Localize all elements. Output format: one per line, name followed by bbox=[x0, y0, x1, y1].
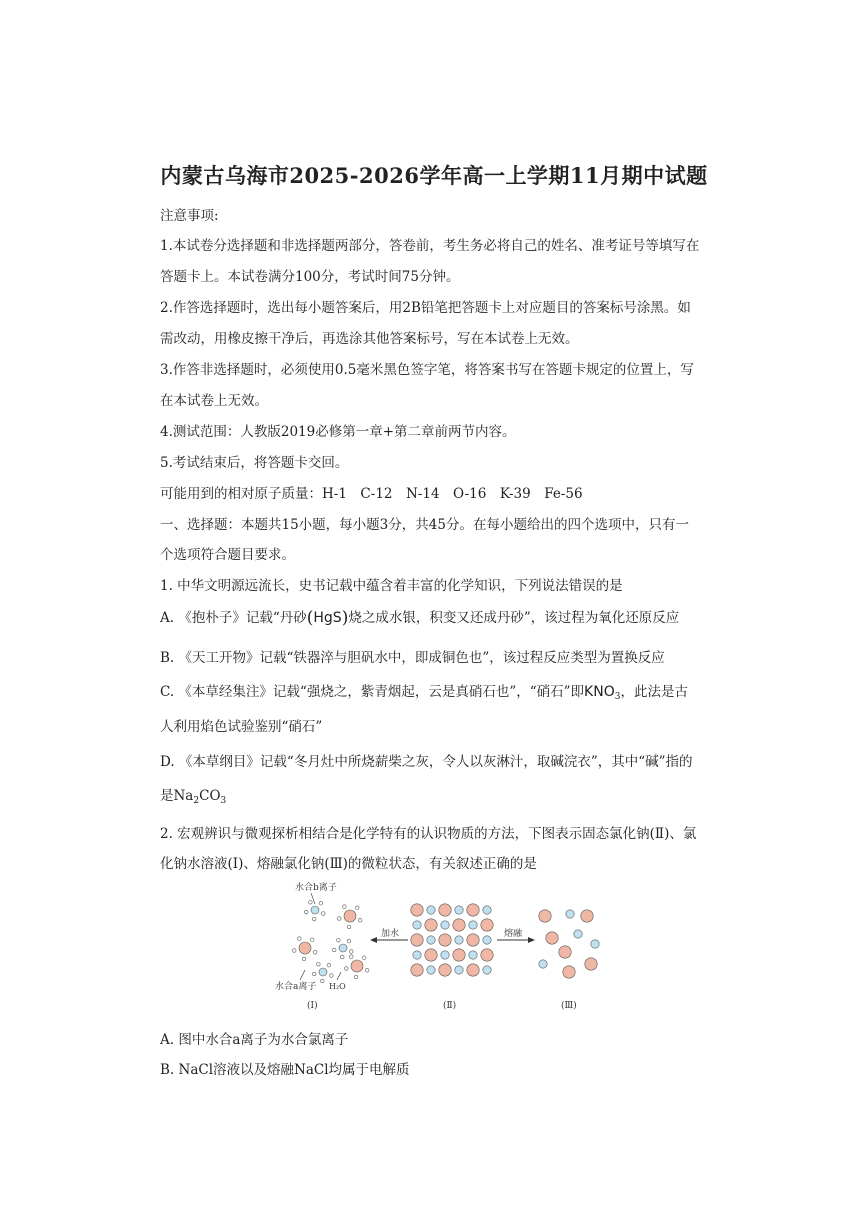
label-hydrated-a: 水合a离子 bbox=[275, 982, 317, 992]
solution-panel bbox=[292, 900, 368, 982]
pointer-line bbox=[300, 970, 305, 980]
notice-line: 4.测试范围：人教版2019必修第一章+第二章前两节内容。 bbox=[160, 424, 516, 440]
small-ion bbox=[413, 921, 421, 929]
small-ion bbox=[427, 936, 435, 944]
small-ion bbox=[469, 951, 477, 959]
large-ion bbox=[481, 919, 493, 931]
label-hydrated-b: 水合b离子 bbox=[295, 883, 337, 893]
q2-option-a: A. 图中水合a离子为水合氯离子 bbox=[160, 1032, 349, 1048]
small-ion bbox=[455, 906, 463, 914]
hydrated-large-ion bbox=[344, 910, 356, 922]
water-molecule bbox=[319, 901, 323, 905]
small-ion bbox=[427, 966, 435, 974]
q1-d-text: CO bbox=[199, 788, 221, 804]
nacl-particle-figure bbox=[265, 876, 610, 1016]
q2-option-b: B. NaCl溶液以及熔融NaCl均属于电解质 bbox=[160, 1062, 410, 1078]
water-molecule bbox=[362, 956, 366, 960]
section-heading: 个选项符合题目要求。 bbox=[160, 547, 295, 563]
large-ion bbox=[581, 910, 593, 922]
small-ion bbox=[413, 951, 421, 959]
large-ion bbox=[439, 964, 451, 976]
small-ion bbox=[427, 906, 435, 914]
notice-line: 5.考试结束后，将答题卡交回。 bbox=[160, 455, 349, 471]
water-molecule bbox=[354, 975, 358, 979]
subscript: 3 bbox=[614, 692, 621, 702]
water-molecule bbox=[312, 972, 316, 976]
water-molecule bbox=[355, 906, 359, 910]
formula-kno3: KNO bbox=[584, 684, 615, 700]
water-molecule bbox=[337, 938, 341, 942]
q1-d-text: 是Na bbox=[160, 788, 194, 804]
solid-panel bbox=[411, 904, 493, 976]
paren-close: ) bbox=[341, 608, 349, 628]
large-ion bbox=[453, 949, 465, 961]
small-ion bbox=[455, 936, 463, 944]
hydrated-small-ion bbox=[311, 906, 319, 914]
notice-heading: 注意事项: bbox=[160, 208, 219, 224]
large-ion bbox=[467, 904, 479, 916]
water-molecule bbox=[309, 900, 313, 904]
pointer-line bbox=[337, 972, 341, 980]
large-ion bbox=[539, 910, 551, 922]
q1-option-b: B. 《天工开物》记载“铁器淬与胆矾水中，即成铜色也”，该过程反应类型为置换反应 bbox=[160, 650, 665, 666]
water-molecule bbox=[327, 963, 331, 967]
water-molecule bbox=[320, 979, 324, 983]
large-ion bbox=[467, 964, 479, 976]
small-ion bbox=[483, 966, 491, 974]
water-molecule bbox=[358, 918, 362, 922]
hydrated-large-ion bbox=[351, 960, 363, 972]
water-molecule bbox=[310, 938, 314, 942]
small-ion bbox=[539, 960, 547, 968]
water-molecule bbox=[337, 917, 341, 921]
paren-open: ( bbox=[306, 608, 314, 628]
arrow-head-left bbox=[370, 937, 377, 943]
water-molecule bbox=[302, 957, 306, 961]
water-molecule bbox=[344, 967, 348, 971]
large-ion bbox=[439, 904, 451, 916]
label-h2o: H₂O bbox=[329, 982, 346, 991]
water-molecule bbox=[312, 917, 316, 921]
small-ion bbox=[441, 951, 449, 959]
notice-line: 2.作答选择题时，选出每小题答案后，用2B铅笔把答题卡上对应题目的答案标号涂黑。如 bbox=[160, 300, 691, 316]
small-ion bbox=[566, 910, 574, 918]
hydrated-large-ion bbox=[299, 942, 311, 954]
small-ion bbox=[483, 906, 491, 914]
section-heading: 一、选择题：本题共15小题，每小题3分，共45分。在每小题给出的四个选项中，只有一 bbox=[160, 517, 689, 533]
large-ion bbox=[425, 919, 437, 931]
small-ion bbox=[469, 921, 477, 929]
water-molecule bbox=[317, 962, 321, 966]
water-molecule bbox=[350, 955, 354, 959]
notice-line: 答题卡上。本试卷满分100分，考试时间75分钟。 bbox=[160, 269, 460, 285]
water-molecule bbox=[292, 949, 296, 953]
arrow-head-right bbox=[528, 937, 535, 943]
q1-option-d: D. 《本草纲目》记载“冬月灶中所烧薪柴之灰，令人以灰淋汁，取碱浣衣”，其中“碱”指的 bbox=[160, 754, 693, 770]
small-ion bbox=[455, 966, 463, 974]
caption-molten: (Ⅲ) bbox=[561, 1001, 577, 1011]
water-molecule bbox=[298, 937, 302, 941]
notice-line: 3.作答非选择题时，必须使用0.5毫米黑色签字笔，将答案书写在答题卡规定的位置上，写 bbox=[160, 362, 694, 378]
q2-stem: 化钠水溶液(Ⅰ)、熔融氯化钠(Ⅲ)的微粒状态，有关叙述正确的是 bbox=[160, 856, 537, 872]
notice-line: 需改动，用橡皮擦干净后，再选涂其他答案标号，写在本试卷上无效。 bbox=[160, 331, 579, 347]
large-ion bbox=[481, 949, 493, 961]
water-molecule bbox=[347, 939, 351, 943]
water-molecule bbox=[332, 948, 336, 952]
formula-hgs: HgS bbox=[313, 610, 342, 626]
water-molecule bbox=[343, 905, 347, 909]
arrow-label-melt: 熔融 bbox=[504, 929, 523, 939]
water-molecule bbox=[313, 950, 317, 954]
q2-stem: 2. 宏观辨识与微观探析相结合是化学特有的认识物质的方法，下图表示固态氯化钠(Ⅱ)、氯 bbox=[160, 826, 697, 842]
large-ion bbox=[411, 904, 423, 916]
water-molecule bbox=[349, 950, 353, 954]
large-ion bbox=[585, 958, 597, 970]
q1-option-c bbox=[160, 680, 710, 702]
water-molecule bbox=[329, 974, 333, 978]
molten-panel bbox=[539, 910, 599, 978]
hydrated-small-ion bbox=[339, 944, 347, 952]
small-ion bbox=[574, 930, 582, 938]
large-ion bbox=[467, 934, 479, 946]
q1-option-c-cont: 人利用焰色试验鉴别“硝石” bbox=[160, 719, 323, 735]
subscript: 2 bbox=[193, 796, 200, 806]
caption-solid: (Ⅱ) bbox=[443, 1001, 457, 1011]
large-ion bbox=[563, 966, 575, 978]
hydrated-small-ion bbox=[319, 968, 327, 976]
small-ion bbox=[591, 940, 599, 948]
arrow-label-add-water: 加水 bbox=[381, 929, 400, 939]
small-ion bbox=[441, 921, 449, 929]
q1-option-a bbox=[160, 606, 710, 628]
q1-c-text: ，此法是古 bbox=[620, 684, 688, 700]
large-ion bbox=[411, 934, 423, 946]
water-molecule bbox=[347, 925, 351, 929]
q1-c-text: C. 《本草经集注》记载“强烧之，紫青烟起，云是真硝石也”，“硝石”即 bbox=[160, 684, 585, 700]
subscript: 3 bbox=[220, 796, 227, 806]
water-molecule bbox=[365, 968, 369, 972]
water-molecule bbox=[304, 910, 308, 914]
notice-line: 1.本试卷分选择题和非选择题两部分，答卷前，考生务必将自己的姓名、准考证号等填写在 bbox=[160, 238, 700, 254]
large-ion bbox=[411, 964, 423, 976]
q1-stem: 1. 中华文明源远流长，史书记载中蕴含着丰富的化学知识，下列说法错误的是 bbox=[160, 578, 623, 594]
q1-option-d-cont bbox=[160, 784, 710, 806]
q1-a-text: 烧之成水银，积变又还成丹砂”，该过程为氧化还原反应 bbox=[348, 610, 680, 626]
caption-solution: (Ⅰ) bbox=[307, 1001, 318, 1011]
water-molecule bbox=[321, 912, 325, 916]
q1-a-text: A. 《抱朴子》记载“丹砂 bbox=[160, 610, 307, 626]
large-ion bbox=[546, 932, 558, 944]
notice-line: 在本试卷上无效。 bbox=[160, 393, 268, 409]
large-ion bbox=[559, 946, 571, 958]
large-ion bbox=[439, 934, 451, 946]
small-ion bbox=[483, 936, 491, 944]
large-ion bbox=[453, 919, 465, 931]
page-title: 内蒙古乌海市2025-2026学年高一上学期11月期中试题 bbox=[160, 163, 708, 188]
atomic-masses: 可能用到的相对原子质量：H-1 C-12 N-14 O-16 K-39 Fe-56 bbox=[160, 486, 583, 502]
large-ion bbox=[425, 949, 437, 961]
water-molecule bbox=[340, 955, 344, 959]
